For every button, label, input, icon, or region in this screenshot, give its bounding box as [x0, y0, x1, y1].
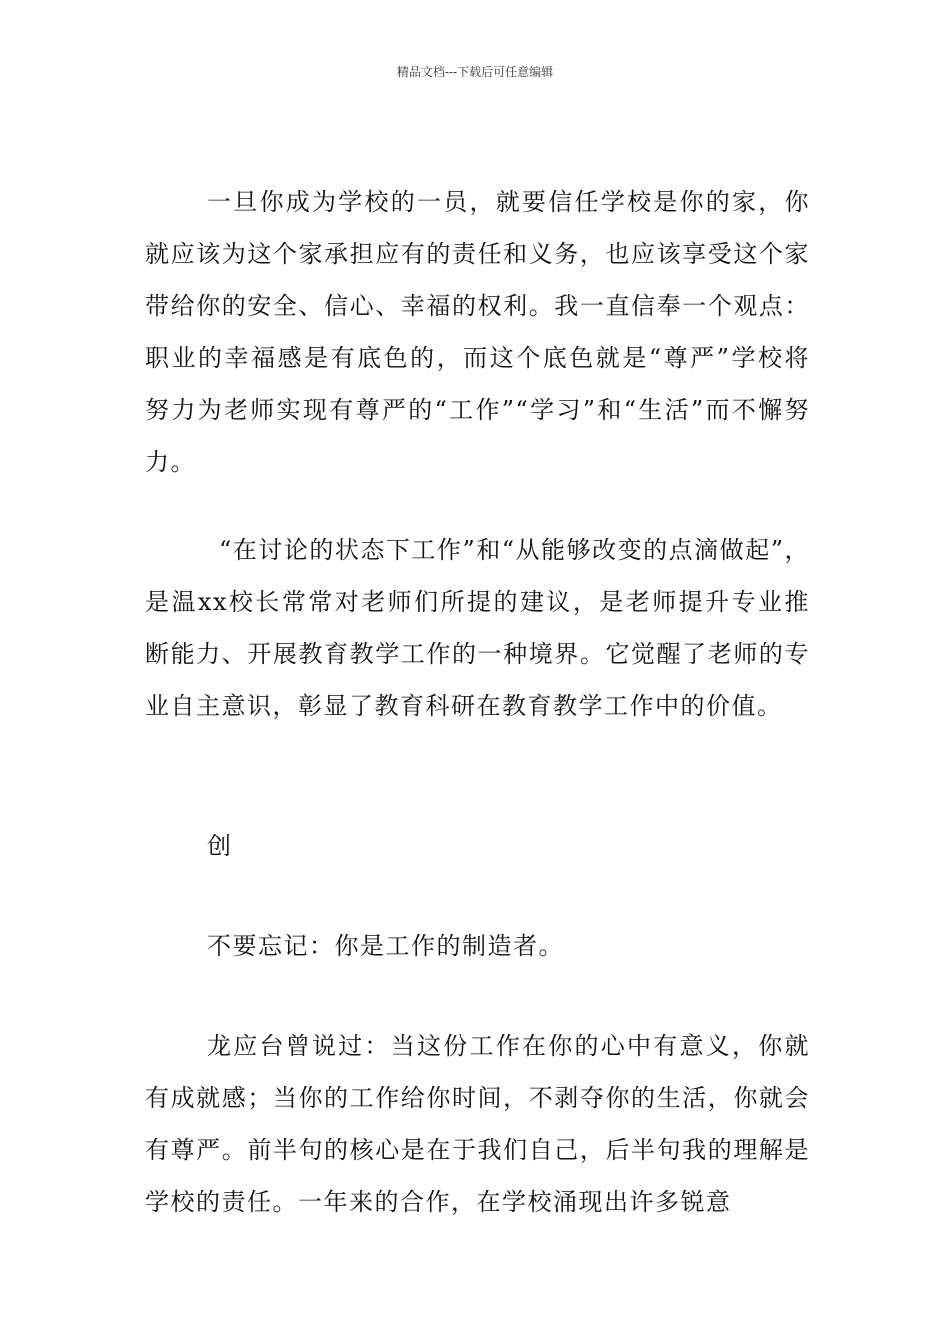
paragraph-1 — [145, 176, 810, 488]
paragraph-text: 一旦你成为学校的一员，就要信任学校是你的家，你就应该为这个家承担应有的责任和义务，也应该享受这个家带给你的安全、信心、幸福的权利。我一直信奉一个观点：职业的幸福感是有底色的，而这个底色就是“尊严”学校将努力为老师实现有尊严的“工作”“学习”和“生活”而不懈努力。 — [145, 188, 810, 476]
paragraph-5 — [145, 1020, 810, 1228]
paragraph-4 — [145, 920, 810, 972]
paragraph-text: 龙应台曾说过：当这份工作在你的心中有意义，你就有成就感；当你的工作给你时间，不剥夺你的生活，你就会有尊严。前半句的核心是在于我们自己，后半句我的理解是学校的责任。一年来的合作，在学校涌现出许多锐意 — [145, 1032, 810, 1216]
paragraph-3 — [145, 820, 810, 872]
paragraph-text: 不要忘记：你是工作的制造者。 — [207, 932, 564, 960]
paragraph-text: “在讨论的状态下工作”和“从能够改变的点滴做起”，是温xx校长常常对老师们所提的建议，是老师提升专业推断能力、开展教育教学工作的一种境界。它觉醒了老师的专业自主意识，彰显了教育科研在教育教学工作中的价值。 — [145, 536, 810, 720]
paragraph-2 — [145, 524, 810, 732]
paragraph-text: 创 — [207, 832, 233, 860]
page-header: 精品文档---下载后可任意编辑 — [396, 65, 554, 79]
